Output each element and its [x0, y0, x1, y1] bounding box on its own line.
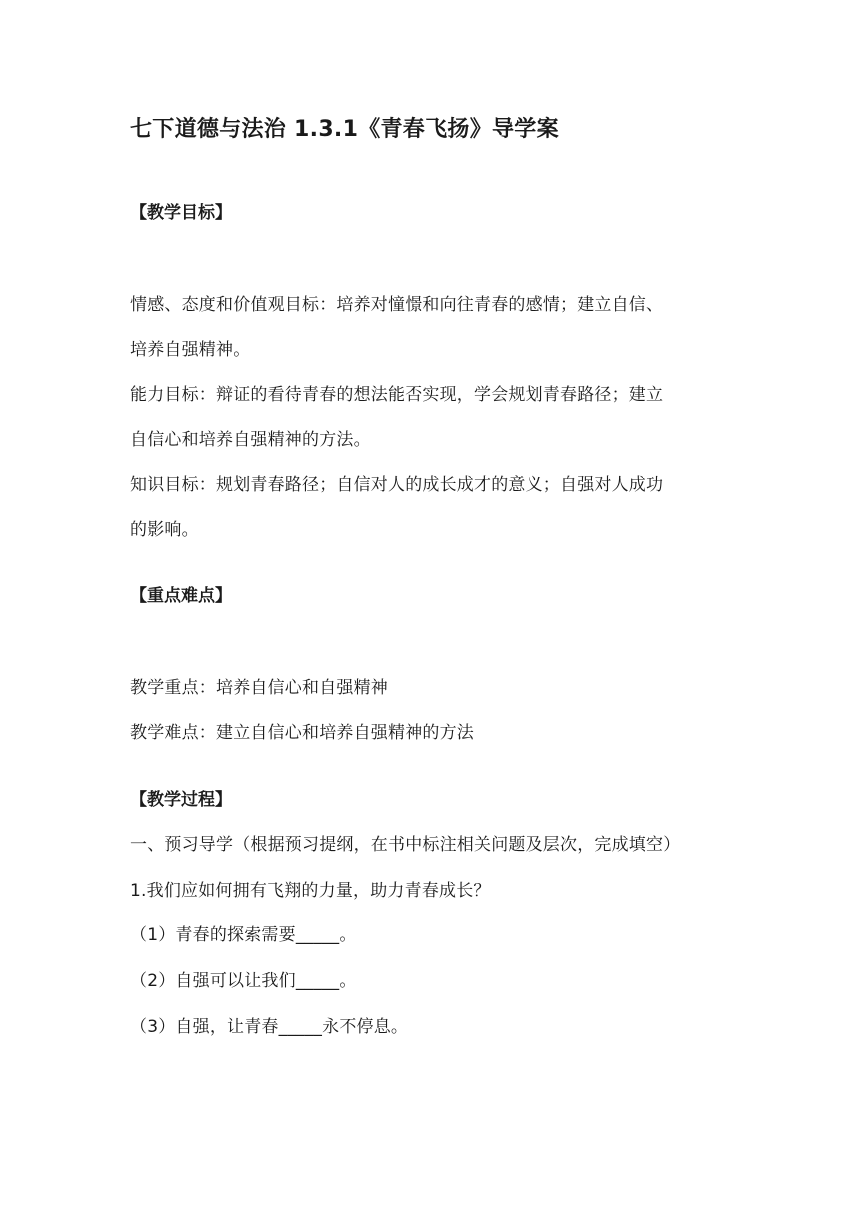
objectives-line: 自信心和培养自强精神的方法。: [130, 430, 371, 450]
objectives-line: 能力目标：辩证的看待青春的想法能否实现，学会规划青春路径；建立: [130, 385, 664, 405]
section-heading-key-points: 【重点难点】: [130, 586, 232, 606]
section-heading-process: 【教学过程】: [130, 790, 232, 810]
process-line: （2）自强可以让我们_____。: [130, 971, 357, 991]
objectives-line: 培养自强精神。: [130, 340, 251, 360]
process-line: 一、预习导学（根据预习提纲，在书中标注相关问题及层次，完成填空）: [130, 835, 681, 855]
key-points-line: 教学重点：培养自信心和自强精神: [130, 678, 388, 698]
process-line: （3）自强，让青春_____永不停息。: [130, 1017, 409, 1037]
section-heading-objectives: 【教学目标】: [130, 203, 232, 223]
objectives-line: 知识目标：规划青春路径；自信对人的成长成才的意义；自强对人成功: [130, 475, 664, 495]
document-title: 七下道德与法治 1.3.1《青春飞扬》导学案: [130, 117, 559, 142]
objectives-line: 情感、态度和价值观目标：培养对憧憬和向往青春的感情；建立自信、: [130, 295, 664, 315]
process-line: （1）青春的探索需要_____。: [130, 925, 357, 945]
process-line: 1.我们应如何拥有飞翔的力量，助力青春成长？: [130, 881, 491, 901]
key-points-line: 教学难点：建立自信心和培养自强精神的方法: [130, 723, 474, 743]
objectives-line: 的影响。: [130, 520, 199, 540]
